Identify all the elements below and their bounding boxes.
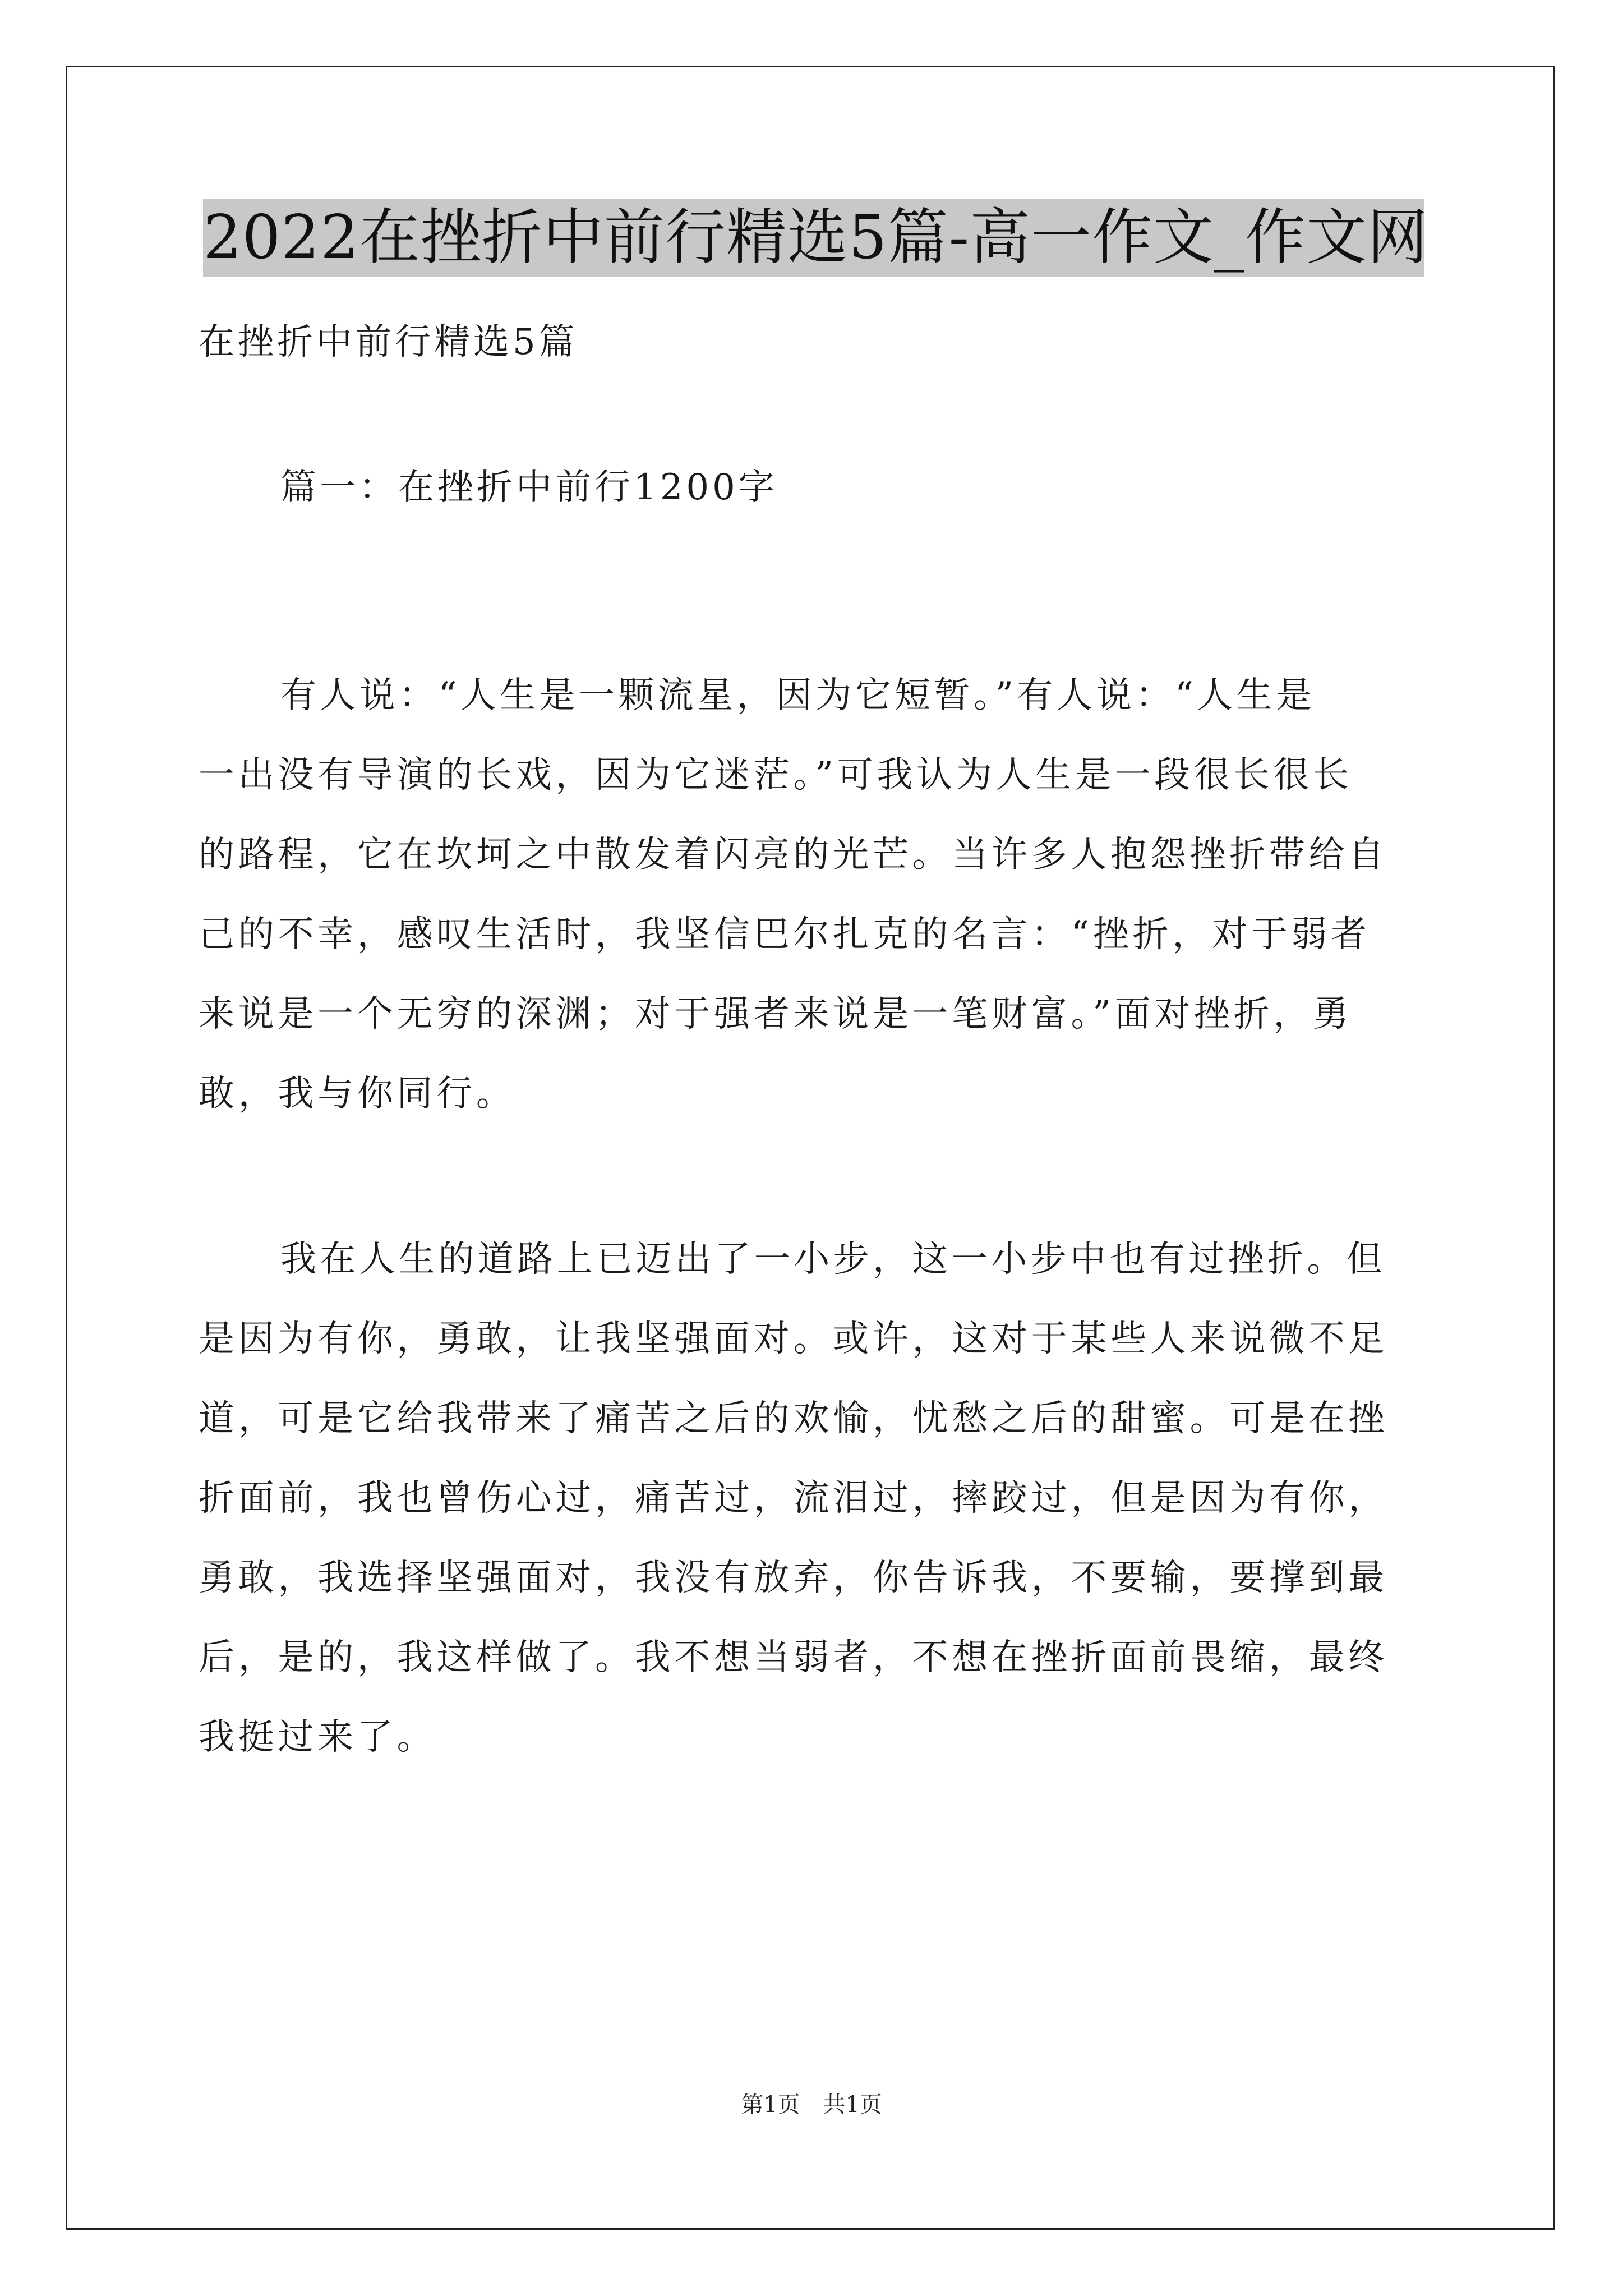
paragraph-1-line: 己的不幸，感叹生活时，我坚信巴尔扎克的名言：“挫折，对于弱者 [199, 914, 1371, 955]
paragraph-2-line: 我挺过来了。 [199, 1717, 437, 1758]
paragraph-1-line: 来说是一个无穷的深渊；对于强者来说是一笔财富。”面对挫折，勇 [199, 993, 1353, 1035]
paragraph-2-line: 勇敢，我选择坚强面对，我没有放弃，你告诉我，不要输，要撑到最 [199, 1557, 1388, 1599]
section-heading: 篇一：在挫折中前行1200字 [280, 467, 778, 508]
page-footer [0, 2088, 1623, 2122]
page-number-label: 第1页 [741, 2092, 800, 2118]
document-title: 2022在挫折中前行精选5篇-高一作文_作文网 [203, 199, 1424, 277]
total-pages-label: 共1页 [823, 2092, 882, 2118]
paragraph-2-line: 我在人生的道路上已迈出了一小步，这一小步中也有过挫折。但 [280, 1239, 1386, 1280]
page-border [66, 66, 1555, 2230]
paragraph-2-line: 后，是的，我这样做了。我不想当弱者，不想在挫折面前畏缩，最终 [199, 1637, 1388, 1678]
paragraph-2-line: 折面前，我也曾伤心过，痛苦过，流泪过，摔跤过，但是因为有你， [199, 1478, 1388, 1519]
paragraph-1-line: 敢，我与你同行。 [199, 1073, 516, 1115]
document-subtitle: 在挫折中前行精选5篇 [199, 321, 578, 363]
paragraph-1-line: 的路程，它在坎坷之中散发着闪亮的光芒。当许多人抱怨挫折带给自 [199, 834, 1388, 876]
paragraph-1-line: 一出没有导演的长戏，因为它迷茫。”可我认为人生是一段很长很长 [199, 754, 1353, 796]
paragraph-1-line: 有人说：“人生是一颗流星，因为它短暂。”有人说：“人生是 [280, 675, 1316, 716]
paragraph-2-line: 道，可是它给我带来了痛苦之后的欢愉，忧愁之后的甜蜜。可是在挫 [199, 1398, 1388, 1439]
paragraph-2-line: 是因为有你，勇敢，让我坚强面对。或许，这对于某些人来说微不足 [199, 1318, 1388, 1360]
